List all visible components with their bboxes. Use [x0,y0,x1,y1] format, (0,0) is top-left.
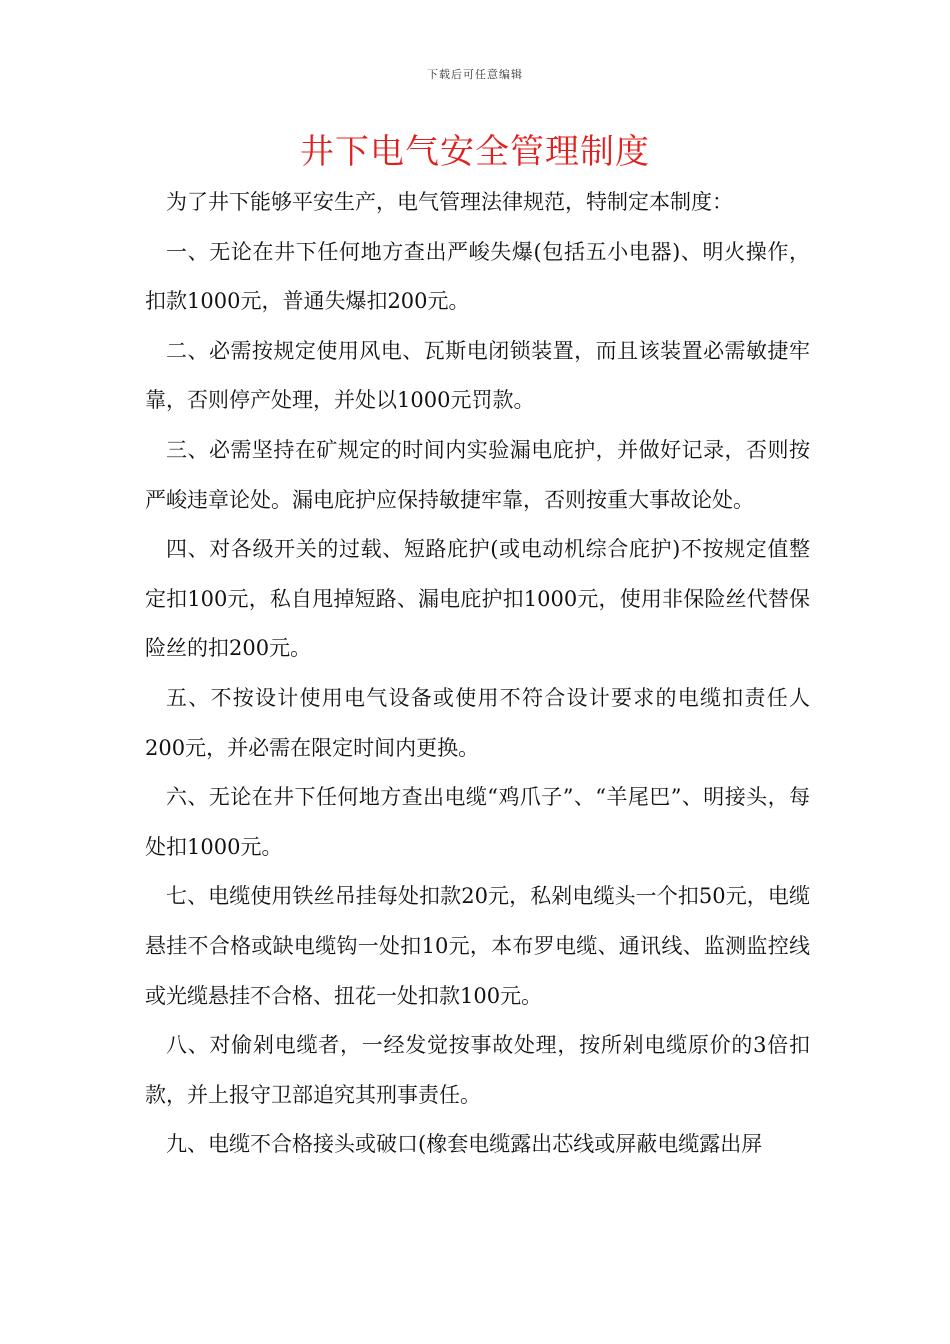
clause-6-paragraph: 六、无论在井下任何地方查出电缆“鸡爪子”、“羊尾巴”、明接头，每处扣1000元。 [145,785,810,859]
clause-8-paragraph: 八、对偷剁电缆者，一经发觉按事故处理，按所剁电缆原价的3倍扣款，并上报守卫部追究其刑事责任。 [145,1033,810,1107]
clause-1-paragraph: 一、无论在井下任何地方查出严峻失爆(包括五小电器)、明火操作，扣款1000元，普通失爆扣200元。 [145,239,810,314]
clause-4-paragraph: 四、对各级开关的过载、短路庇护(或电动机综合庇护)不按规定值整定扣100元，私自甩掉短路、漏电庇护扣1000元，使用非保险丝代替保险丝的扣200元。 [145,537,810,661]
header-note: 下载后可任意编辑 [427,68,523,81]
document-title: 井下电气安全管理制度 [300,132,650,172]
clause-2-paragraph: 二、必需按规定使用风电、瓦斯电闭锁装置，而且该装置必需敏捷牢靠，否则停产处理，并处以1000元罚款。 [145,338,810,413]
document-body [145,178,810,1170]
intro-paragraph: 为了井下能够平安生产，电气管理法律规范，特制定本制度： [166,190,733,214]
clause-9-paragraph: 九、电缆不合格接头或破口(橡套电缆露出芯线或屏蔽电缆露出屏 [166,1132,763,1157]
clause-5-paragraph: 五、不按设计使用电气设备或使用不符合设计要求的电缆扣责任人200元，并必需在限定时间内更换。 [145,685,810,760]
clause-7-paragraph: 七、电缆使用铁丝吊挂每处扣款20元，私剁电缆头一个扣50元，电缆悬挂不合格或缺电缆钩一处扣10元，本布罗电缆、通讯线、监测监控线或光缆悬挂不合格、扭花一处扣款100元。 [145,884,810,1008]
clause-3-paragraph: 三、必需坚持在矿规定的时间内实验漏电庇护，并做好记录，否则按严峻违章论处。漏电庇护应保持敏捷牢靠，否则按重大事故论处。 [145,437,810,512]
